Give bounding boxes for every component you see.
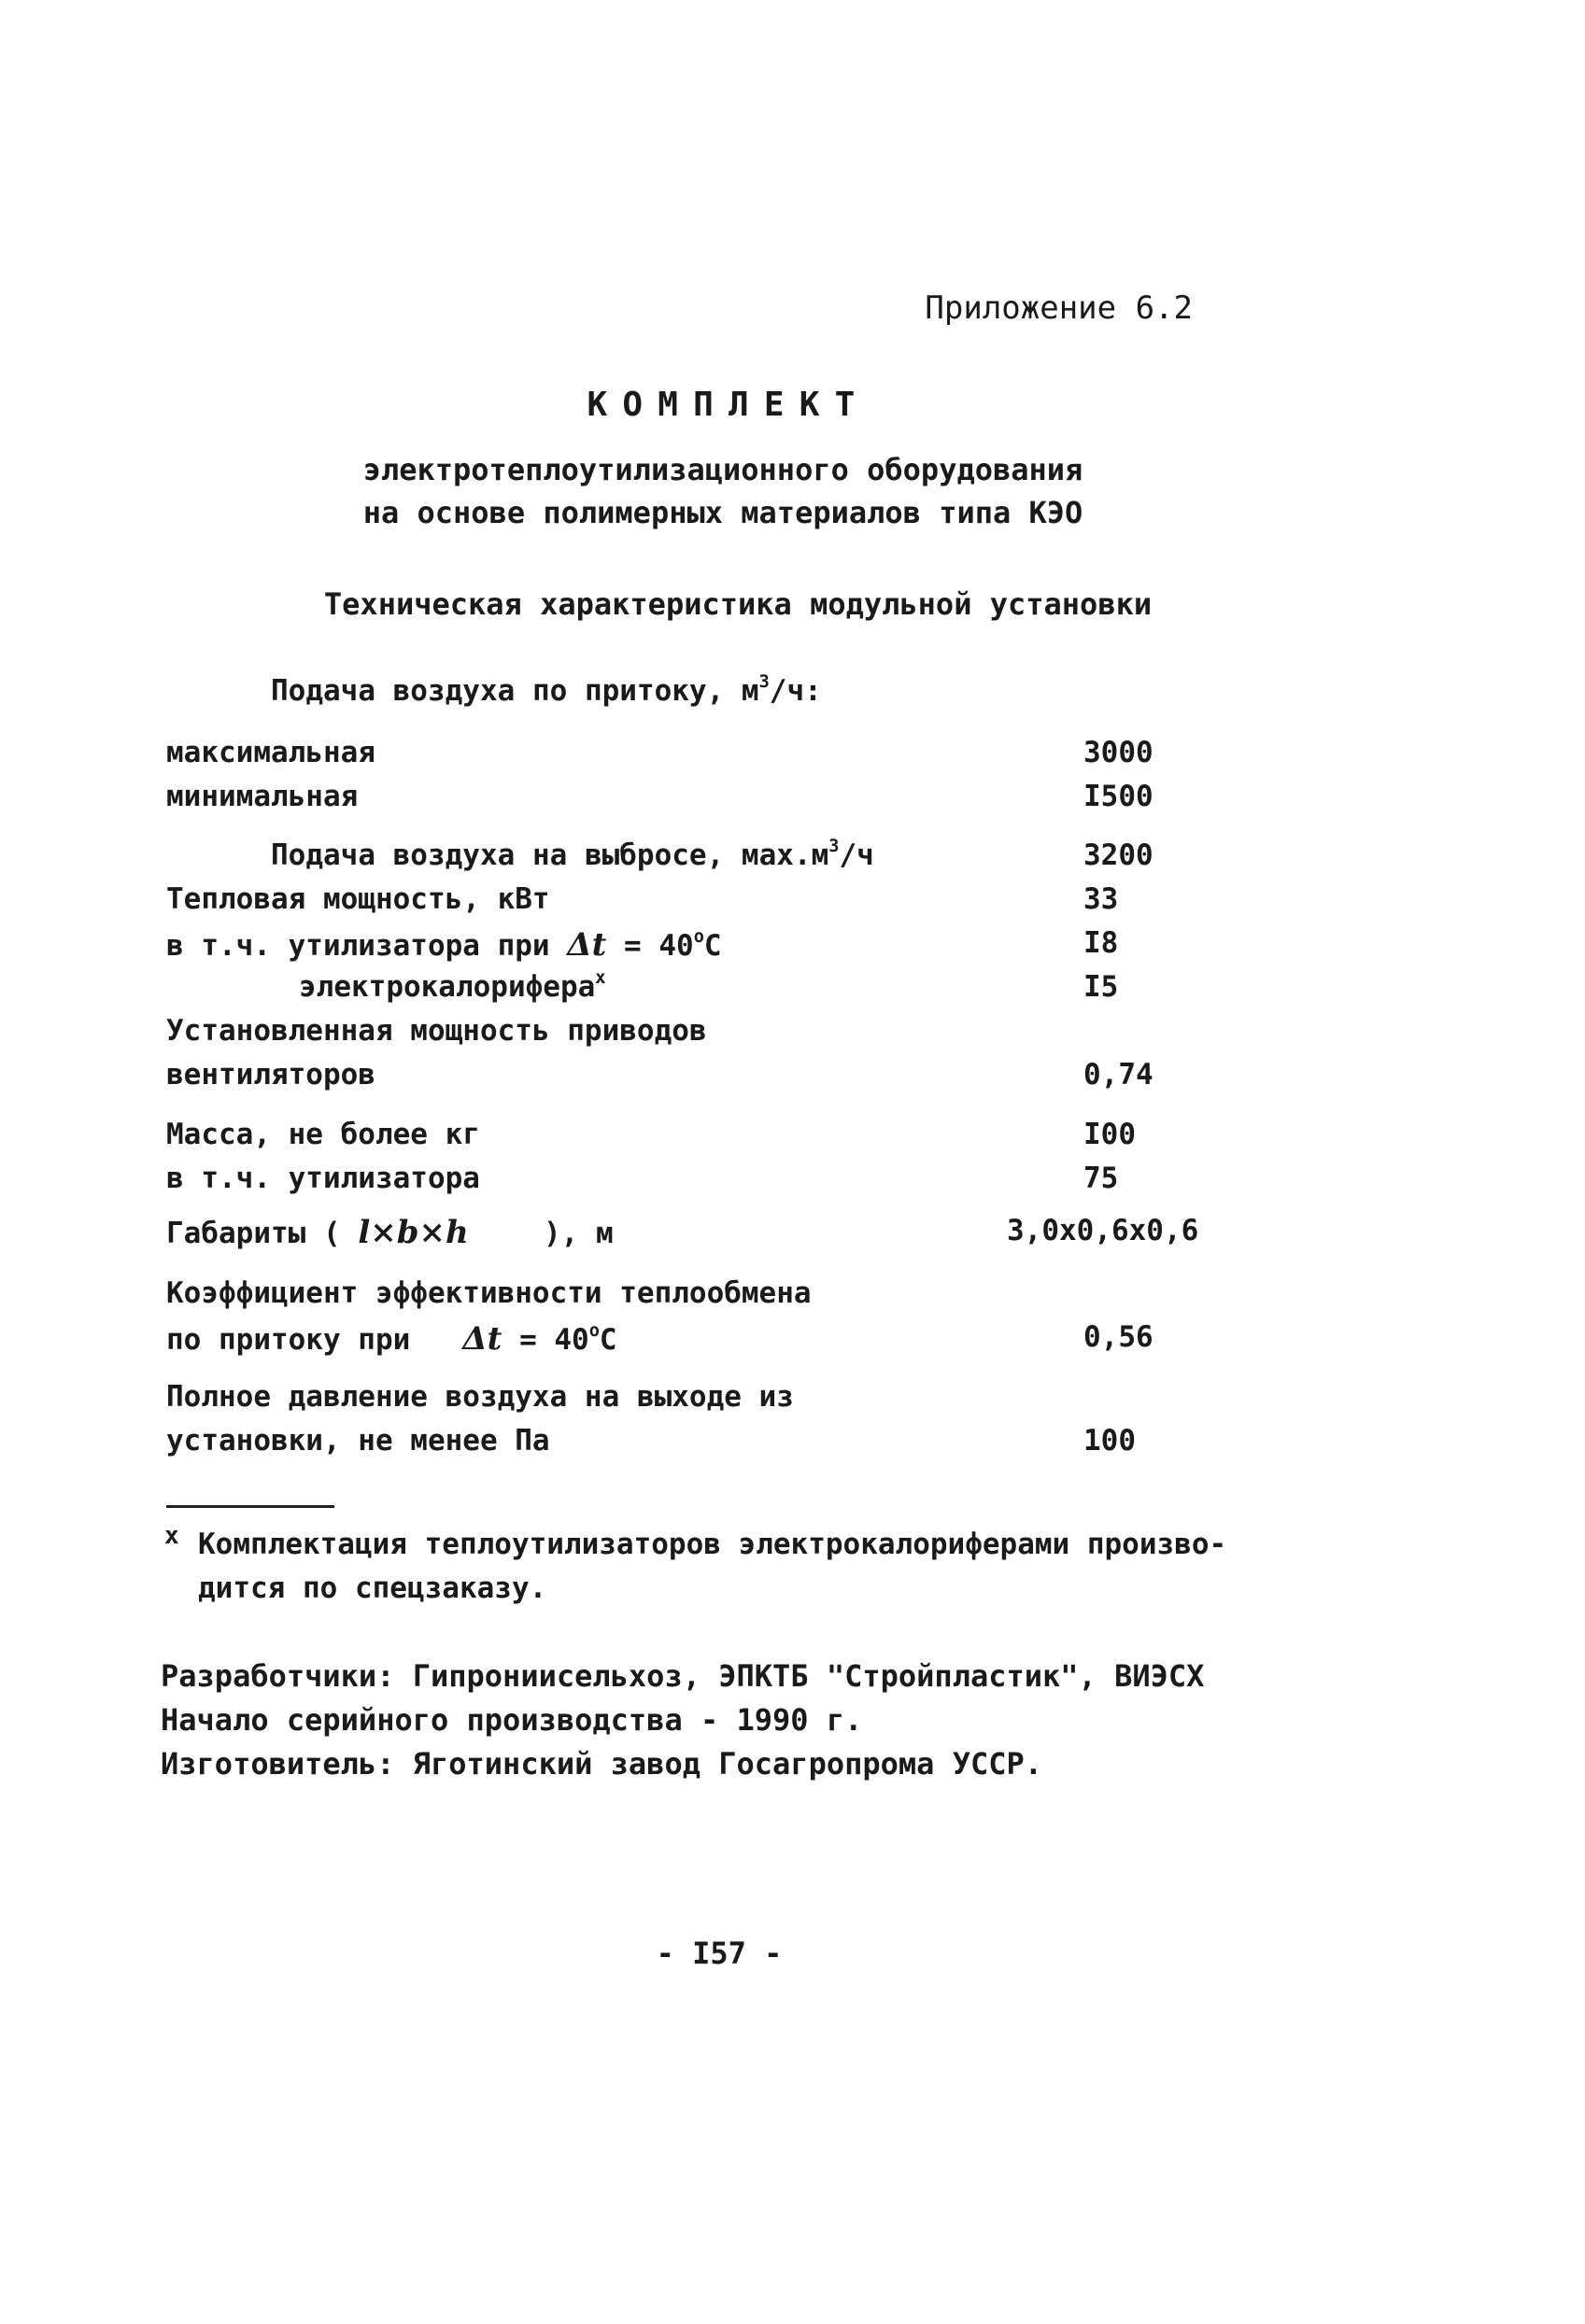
- air-supply-heading-text: Подача воздуха по притоку, м: [271, 674, 759, 708]
- util-label-c: С: [703, 929, 722, 963]
- util-label-a: в т.ч. утилизатора при: [166, 929, 550, 963]
- dims-label-a: Габариты (: [166, 1217, 341, 1250]
- subtitle-line-1: электротеплоутилизационного оборудования: [362, 452, 1083, 487]
- pressure-label-1: Полное давление воздуха на выходе из: [166, 1380, 794, 1414]
- eff-label-2c: С: [599, 1323, 617, 1357]
- util-value: I8: [1083, 926, 1119, 960]
- dims-formula: l×b×h: [358, 1214, 469, 1251]
- spec-row-eff-2: [166, 1320, 1184, 1358]
- spec-row-util: [166, 926, 1184, 964]
- eff-delta-t-symbol: Δt: [462, 1320, 502, 1358]
- mass-util-label: в т.ч. утилизатора: [166, 1162, 480, 1195]
- exhaust-label-text: Подача воздуха на выбросе, мах.м: [271, 838, 829, 872]
- eff-label-2b: = 40: [519, 1323, 589, 1357]
- heater-value: I5: [1083, 970, 1119, 1004]
- fan-power-value: 0,74: [1083, 1058, 1153, 1092]
- pressure-label-2: установки, не менее Па: [166, 1424, 550, 1458]
- subtitle-line-2: на основе полимерных материалов типа КЭО: [362, 495, 1083, 530]
- footnote-mark: x: [164, 1522, 179, 1550]
- document-title: КОМПЛЕКТ: [587, 386, 870, 424]
- thermal-label: Тепловая мощность, кВт: [166, 882, 550, 916]
- max-label: максимальная: [166, 736, 375, 769]
- section-title: Техническая характеристика модульной установки: [323, 586, 1153, 622]
- eff-value: 0,56: [1083, 1320, 1153, 1354]
- spec-row-thermal: [166, 882, 1184, 920]
- spec-row-air-supply-heading: [166, 674, 1184, 711]
- footnote-line-1: Комплектация теплоутилизаторов электрокалориферами произво-: [198, 1528, 1227, 1561]
- mass-util-value: 75: [1083, 1162, 1119, 1195]
- thermal-value: 33: [1083, 882, 1119, 916]
- spec-row-pressure-2: [166, 1424, 1184, 1461]
- spec-row-fan-power-1: [166, 1014, 1184, 1051]
- eff-label-2a: по притоку при: [166, 1323, 411, 1357]
- util-label-b: = 40: [624, 929, 694, 963]
- util-label: [166, 926, 722, 965]
- page-number: - I57 -: [656, 1936, 783, 1971]
- eff-degree: o: [588, 1321, 600, 1342]
- delta-t-symbol: Δt: [567, 926, 607, 964]
- serial-start-line: Начало серийного производства - 1990 г.: [161, 1702, 863, 1738]
- util-degree: o: [693, 927, 704, 948]
- pressure-value: 100: [1083, 1424, 1136, 1458]
- footnote-divider: [166, 1505, 334, 1508]
- air-supply-heading: [166, 674, 822, 709]
- exhaust-unit: /ч: [839, 838, 874, 872]
- eff-label-1: Коэффициент эффективности теплообмена: [166, 1276, 812, 1310]
- spec-row-pressure-1: [166, 1380, 1184, 1417]
- exhaust-sup: 3: [828, 837, 840, 857]
- fan-power-label-2: вентиляторов: [166, 1058, 375, 1092]
- mass-label: Масса, не более кг: [166, 1118, 480, 1151]
- exhaust-label: [166, 838, 874, 873]
- spec-row-max: [166, 736, 1184, 773]
- developers-line: Разработчики: Гипрониисельхоз, ЭПКТБ "Стройпластик", ВИЭСХ: [161, 1658, 1205, 1694]
- exhaust-value: 3200: [1083, 838, 1153, 872]
- air-supply-heading-sup: 3: [758, 672, 770, 693]
- spec-row-min: [166, 780, 1184, 817]
- eff-label-2: [166, 1320, 617, 1359]
- air-supply-heading-unit: /ч:: [769, 674, 822, 708]
- spec-row-mass-util: [166, 1162, 1184, 1199]
- heater-label: [166, 970, 605, 1005]
- fan-power-label-1: Установленная мощность приводов: [166, 1014, 707, 1048]
- spec-row-mass: [166, 1118, 1184, 1155]
- spec-row-eff-1: [166, 1276, 1184, 1314]
- spec-row-exhaust: [166, 838, 1184, 876]
- max-value: 3000: [1083, 736, 1153, 769]
- mass-value: I00: [1083, 1118, 1136, 1151]
- manufacturer-line: Изготовитель: Яготинский завод Госагропрома УССР.: [161, 1746, 1043, 1782]
- min-value: I500: [1083, 780, 1153, 813]
- dims-label-b: ), м: [543, 1217, 614, 1250]
- footnote-line-2: дится по спецзаказу.: [198, 1571, 547, 1605]
- spec-row-heater: [166, 970, 1184, 1007]
- min-label: минимальная: [166, 780, 359, 813]
- heater-footnote-mark: x: [595, 968, 606, 989]
- appendix-label: Приложение 6.2: [925, 289, 1193, 327]
- dims-value: 3,0х0,6х0,6: [1007, 1214, 1199, 1247]
- spec-row-dims: [166, 1214, 1199, 1251]
- heater-label-text: электрокалорифера: [299, 970, 596, 1004]
- spec-row-fan-power-2: [166, 1058, 1184, 1095]
- dims-label: [166, 1214, 614, 1252]
